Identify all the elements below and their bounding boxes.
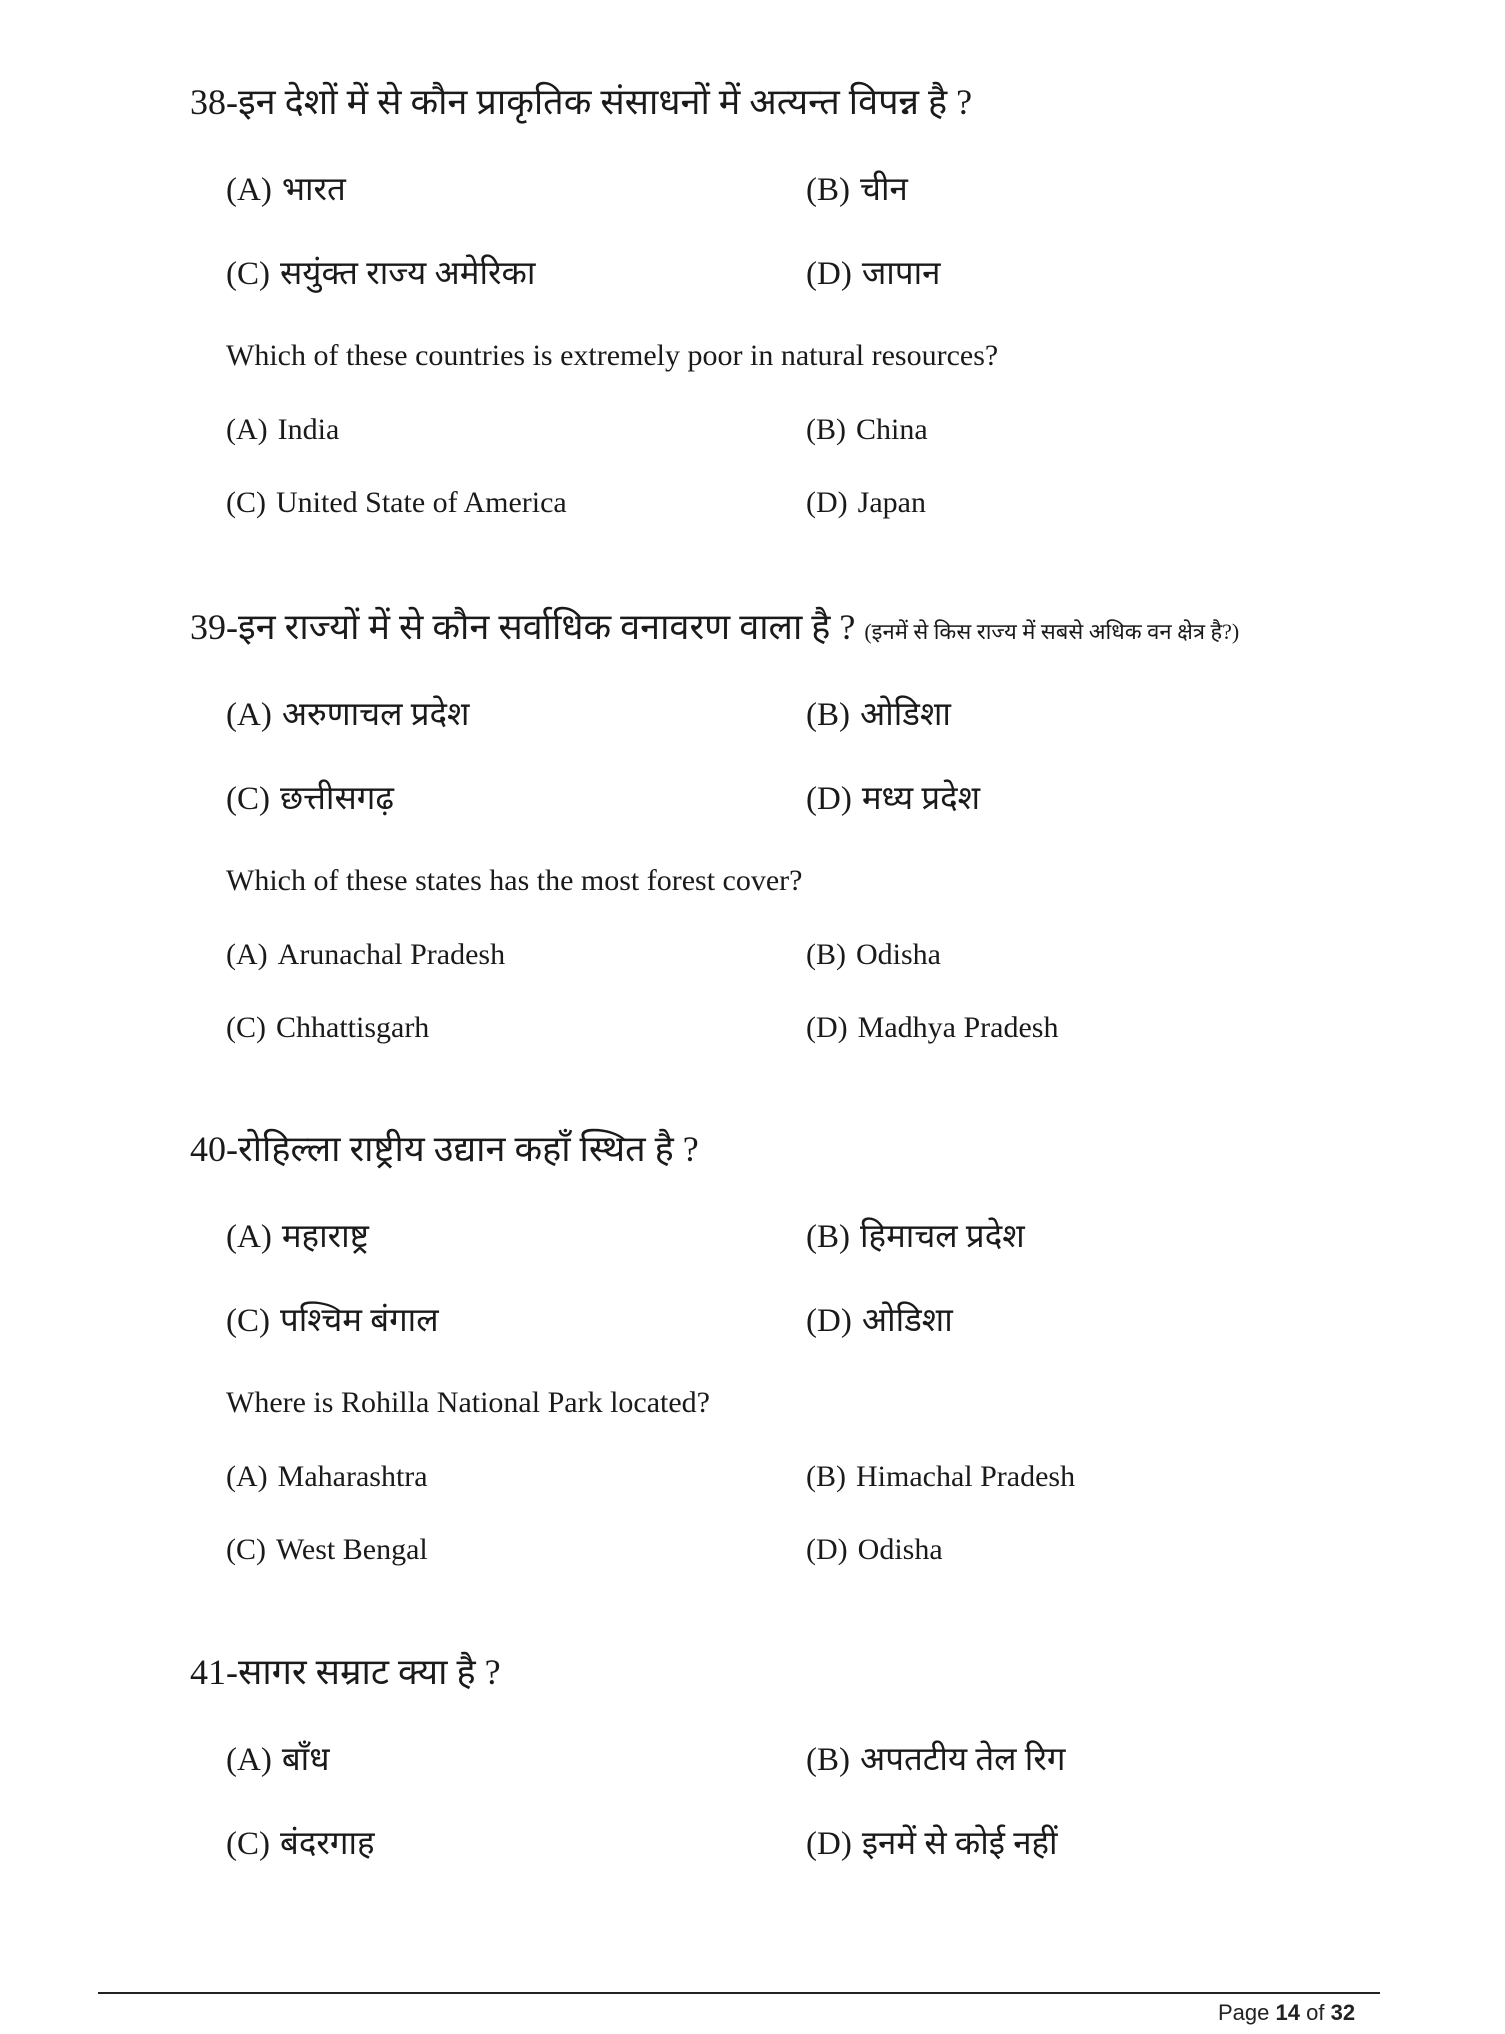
english-options-row-2: [226, 1008, 1326, 1052]
hindi-options-row-1: [226, 693, 1326, 737]
option-d-hindi: (D) इनमें से कोई नहीं: [806, 1826, 1058, 1862]
page-indicator: [1218, 1998, 1355, 2028]
hindi-options-row-1: [226, 168, 1326, 212]
option-a-english: (A) Maharashtra: [226, 1460, 428, 1493]
option-a-english: (A) Arunachal Pradesh: [226, 938, 506, 971]
question-hindi-text: [190, 80, 1340, 124]
option-c-english: (C) United State of America: [226, 486, 567, 519]
option-c-english: (C) Chhattisgarh: [226, 1011, 430, 1044]
english-options-row-1: [226, 935, 1326, 979]
option-b-hindi: (B) हिमाचल प्रदेश: [806, 1219, 1025, 1255]
option-c-hindi: (C) पश्चिम बंगाल: [226, 1303, 439, 1339]
total-pages: 32: [1330, 2000, 1356, 2025]
hindi-options-row-1: [226, 1215, 1326, 1259]
question-hindi: इन देशों में से कौन प्राकृतिक संसाधनों में अत्यन्त विपन्न है ?: [238, 82, 973, 122]
option-a-hindi: (A) अरुणाचल प्रदेश: [226, 697, 470, 733]
question-hindi: रोहिल्ला राष्ट्रीय उद्यान कहाँ स्थित है ?: [238, 1129, 699, 1169]
question-number: 41-: [190, 1652, 238, 1692]
option-b-hindi: (B) ओडिशा: [806, 697, 951, 733]
option-d-english: (D) Madhya Pradesh: [806, 1011, 1059, 1044]
option-b-english: (B) Himachal Pradesh: [806, 1460, 1076, 1493]
question-number: 38-: [190, 82, 238, 122]
english-options-row-2: [226, 1530, 1326, 1574]
question-english: Which of these states has the most forest cover?: [226, 864, 803, 897]
question-hindi: इन राज्यों में से कौन सर्वाधिक वनावरण वाला है ?: [238, 607, 856, 647]
question-hindi: सागर सम्राट क्या है ?: [238, 1652, 501, 1692]
question-hindi-text: [190, 1127, 1340, 1171]
option-c-hindi: (C) बंदरगाह: [226, 1826, 375, 1862]
footer-divider: [98, 1992, 1380, 1994]
hindi-options-row-2: [226, 777, 1326, 821]
option-a-english: (A) India: [226, 413, 340, 446]
question-number: 39-: [190, 607, 238, 647]
option-a-hindi: (A) महाराष्ट्र: [226, 1219, 369, 1255]
option-a-hindi: (A) बाँध: [226, 1742, 330, 1778]
question-english: Which of these countries is extremely poor in natural resources?: [226, 339, 999, 372]
english-options-row-1: [226, 1457, 1326, 1501]
option-c-hindi: (C) सयुंक्त राज्य अमेरिका: [226, 256, 536, 292]
english-options-row-2: [226, 483, 1326, 527]
option-d-english: (D) Japan: [806, 486, 926, 519]
option-c-english: (C) West Bengal: [226, 1533, 428, 1566]
question-number: 40-: [190, 1129, 238, 1169]
hindi-options-row-2: [226, 1822, 1326, 1866]
question-english: Where is Rohilla National Park located?: [226, 1386, 710, 1419]
option-b-english: (B) Odisha: [806, 938, 941, 971]
question-hindi-note: (इनमें से किस राज्य में सबसे अधिक वन क्षेत्र है?): [864, 619, 1240, 644]
page-number: 14: [1275, 2000, 1300, 2025]
question-41: [190, 1650, 1340, 1862]
option-b-hindi: (B) अपतटीय तेल रिग: [806, 1742, 1066, 1778]
hindi-options-row-2: [226, 252, 1326, 296]
option-a-hindi: (A) भारत: [226, 172, 346, 208]
hindi-options-row-1: [226, 1738, 1326, 1782]
question-38: [190, 80, 1340, 519]
question-40: [190, 1127, 1340, 1566]
english-options-row-1: [226, 410, 1326, 454]
option-d-hindi: (D) जापान: [806, 256, 941, 292]
hindi-options-row-2: [226, 1299, 1326, 1343]
question-hindi-text: [190, 605, 1340, 654]
option-d-hindi: (D) मध्य प्रदेश: [806, 781, 981, 817]
of-label: of: [1306, 2000, 1325, 2025]
question-hindi-text: [190, 1650, 1340, 1694]
option-d-english: (D) Odisha: [806, 1533, 943, 1566]
option-b-english: (B) China: [806, 413, 928, 446]
option-c-hindi: (C) छत्तीसगढ़: [226, 781, 394, 817]
option-b-hindi: (B) चीन: [806, 172, 908, 208]
page-label: Page: [1218, 2000, 1270, 2025]
question-39: [190, 605, 1340, 1044]
option-d-hindi: (D) ओडिशा: [806, 1303, 953, 1339]
